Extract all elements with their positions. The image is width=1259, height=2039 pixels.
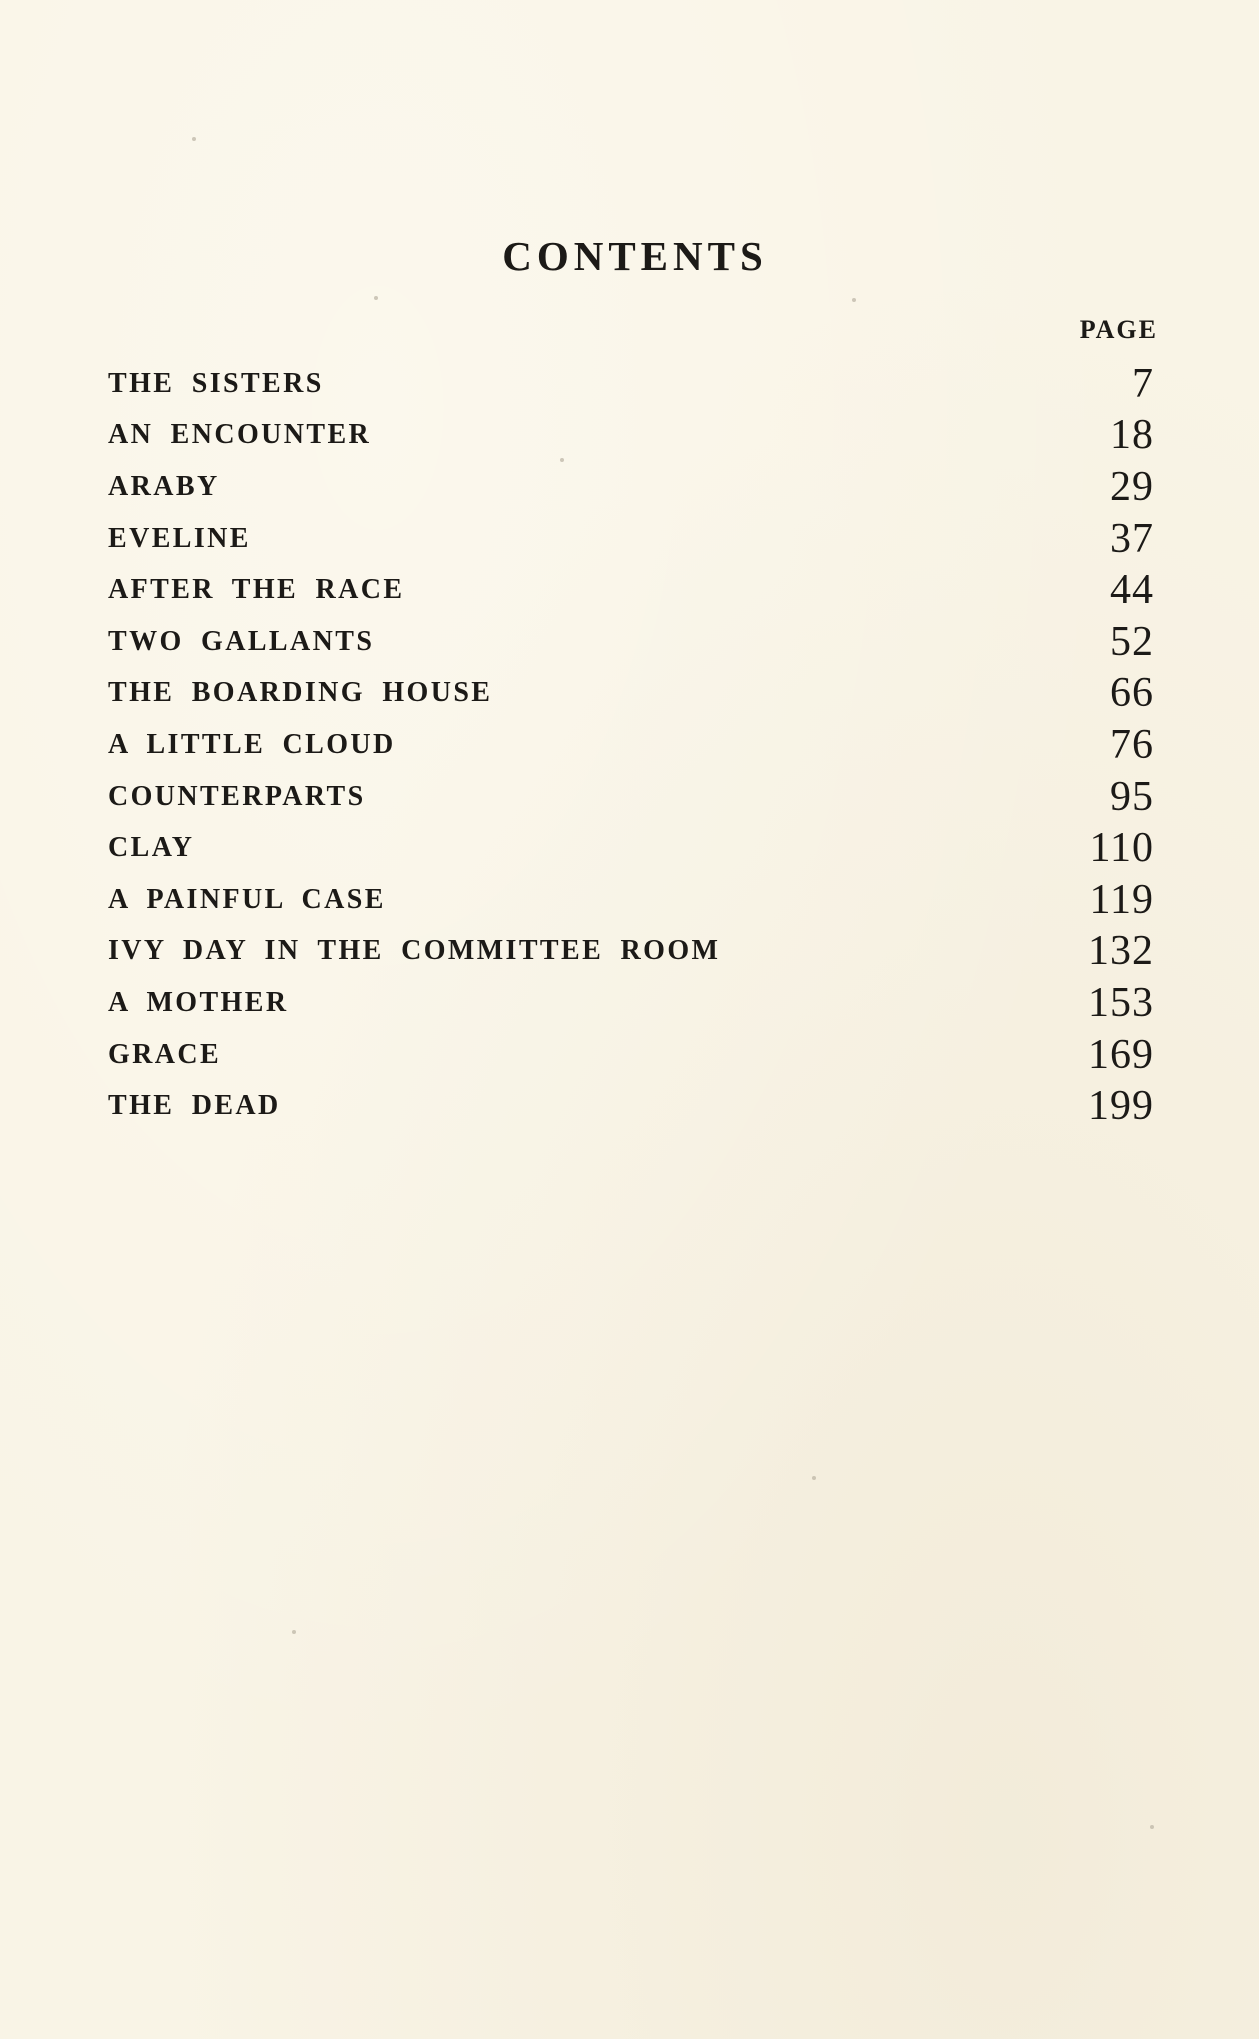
toc-entry-page: 44 (1110, 567, 1154, 614)
toc-entry[interactable] (108, 1029, 1154, 1081)
toc-entry[interactable] (108, 410, 1154, 462)
toc-entry-page: 153 (1088, 979, 1154, 1026)
toc-entry-title: TWO GALLANTS (108, 625, 375, 657)
toc-entry[interactable] (108, 874, 1154, 926)
toc-entry-title: A MOTHER (108, 986, 289, 1018)
paper-speck (852, 298, 856, 302)
toc-entry-page: 169 (1088, 1031, 1154, 1078)
toc-entry-page: 199 (1088, 1083, 1154, 1130)
toc-entry[interactable] (108, 564, 1154, 616)
toc-entry-page: 76 (1110, 721, 1154, 768)
toc-entry-page: 66 (1110, 670, 1154, 717)
paper-speck (1150, 1825, 1154, 1829)
toc-entry[interactable] (108, 926, 1154, 978)
paper-speck (812, 1476, 816, 1480)
toc-entry-title: AN ENCOUNTER (108, 419, 372, 451)
page-column-label: PAGE (1079, 315, 1158, 344)
toc-entry-page: 132 (1088, 928, 1154, 975)
paper-speck (292, 1630, 296, 1634)
toc-entry[interactable] (108, 1080, 1154, 1132)
toc-entry-title: EVELINE (108, 522, 251, 554)
toc-entry[interactable] (108, 668, 1154, 720)
toc-entry-title: THE BOARDING HOUSE (108, 677, 493, 709)
toc-entry[interactable] (108, 358, 1154, 410)
toc-entry[interactable] (108, 977, 1154, 1029)
toc-entry-page: 52 (1110, 618, 1154, 665)
toc-entry-page: 37 (1110, 515, 1154, 562)
toc-entry-title: IVY DAY IN THE COMMITTEE ROOM (108, 935, 721, 967)
toc-entry-title: COUNTERPARTS (108, 780, 366, 812)
toc-entry-title: A PAINFUL CASE (108, 883, 386, 915)
toc-entry-title: THE SISTERS (108, 367, 324, 399)
toc-entry-page: 95 (1110, 773, 1154, 820)
toc-entry-page: 119 (1089, 876, 1154, 923)
contents-heading: CONTENTS (502, 233, 768, 279)
toc-entry[interactable] (108, 822, 1154, 874)
toc-entry[interactable] (108, 461, 1154, 513)
toc-entry-page: 110 (1089, 825, 1154, 872)
toc-entry-title: AFTER THE RACE (108, 574, 405, 606)
toc-entry-title: A LITTLE CLOUD (108, 728, 396, 760)
table-of-contents (108, 358, 1154, 1132)
toc-entry-page: 18 (1110, 412, 1154, 459)
paper-speck (374, 296, 378, 300)
toc-entry[interactable] (108, 771, 1154, 823)
toc-entry-page: 29 (1110, 463, 1154, 510)
toc-entry[interactable] (108, 513, 1154, 565)
toc-entry-title: GRACE (108, 1038, 222, 1070)
toc-entry[interactable] (108, 719, 1154, 771)
toc-entry[interactable] (108, 616, 1154, 668)
toc-entry-title: ARABY (108, 470, 220, 502)
toc-entry-title: CLAY (108, 832, 195, 864)
toc-entry-page: 7 (1132, 360, 1154, 407)
toc-entry-title: THE DEAD (108, 1090, 281, 1122)
paper-speck (192, 137, 196, 141)
